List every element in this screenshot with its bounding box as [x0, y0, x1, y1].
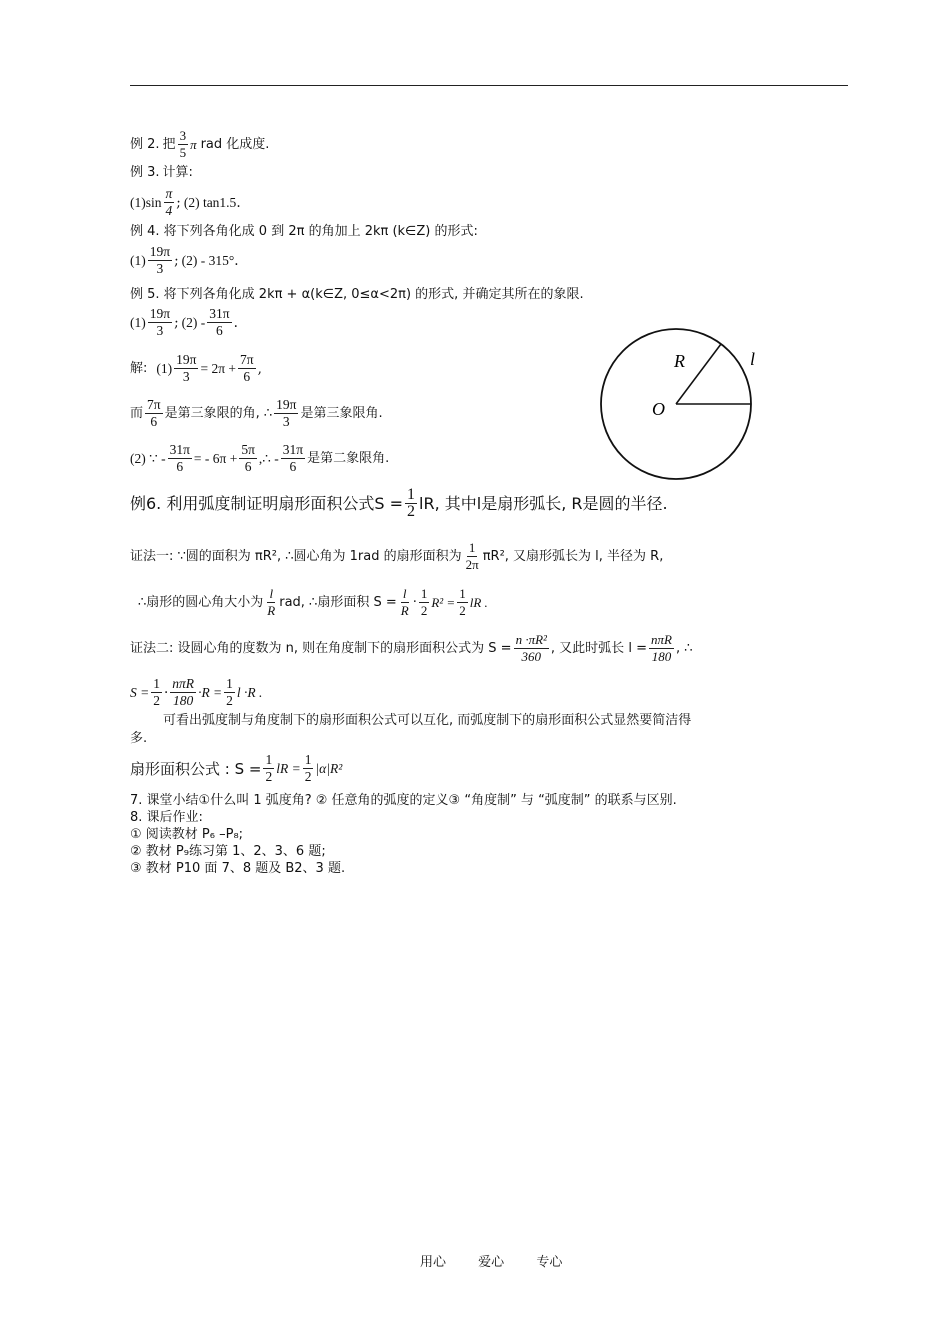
example-5: 例 5. 将下列各角化成 2kπ + α(k∈Z, 0≤α<2π) 的形式, 并确定其所在的象限. [130, 287, 584, 302]
example-4: 例 4. 将下列各角化成 0 到 2π 的角加上 2kπ (k∈Z) 的形式: [130, 224, 478, 239]
sector-area-formula: 扇形面积公式 : S = $\frac{1}{2}$ lR = $\frac{1}{2}$ |α|R² [130, 752, 343, 784]
proof-1-line-2: ∴扇形的圆心角大小为 $\frac{l}{R}$ rad, ∴扇形面积 S = $\frac{l}{R}$ · $\frac{1}{2}$ R² = $\frac{1}{2}$ lR . [138, 586, 488, 618]
homework-item: ① 阅读教材 P₆ –P₈; [130, 827, 244, 842]
remark-line-1: 可看出弧度制与角度制下的扇形面积公式可以互化, 而弧度制下的扇形面积公式显然要简洁得 [163, 713, 692, 728]
proof-2-line-2: S = $\frac{1}{2}$ · $\frac{\text{nπR}}{180}$ ·R = $\frac{1}{2}$ l ·R . [130, 676, 263, 708]
solution-line-1: 解: (1) $\frac{19\pi}{3}$ = 2π + $\frac{7\pi}{6}$ , [130, 352, 262, 384]
example-6: 例6. 利用弧度制证明扇形面积公式S = $\frac{1}{2}$ lR, 其中l是扇形弧长, R是圆的半径. [130, 486, 668, 520]
example-4-items: (1) $\frac{19\pi}{3}$ ; (2) - 315° . [130, 244, 239, 276]
label-l: l [750, 349, 756, 369]
sector-diagram [596, 328, 760, 486]
example-5-items: (1) $\frac{19\pi}{3}$ ; (2) - $\frac{31\pi}{6}$ . [130, 306, 238, 338]
example-3: 例 3. 计算: [130, 165, 193, 180]
remark-line-2: 多. [130, 731, 148, 746]
homework-title: 8. 课后作业: [130, 810, 203, 825]
homework-item: ② 教材 P₉练习第 1、2、3、6 题; [130, 844, 326, 859]
class-summary: 7. 课堂小结①什么叫 1 弧度角? ② 任意角的弧度的定义③ “角度制” 与 “弧度制” 的联系与区别. [130, 793, 677, 808]
example-3-items: (1)sin $\frac{\pi}{4}$ ; (2) tan1.5 . [130, 186, 241, 218]
page-footer: 用心 爱心 专心 [420, 1255, 563, 1270]
homework-item: ③ 教材 P10 面 7、8 题及 B2、3 题. [130, 861, 346, 876]
proof-2-line-1: 证法二: 设圆心角的度数为 n, 则在角度制下的扇形面积公式为 S = $\frac{\text{n ·πR²}}{360}$ , 又此时弧长 l = $\frac{\text{nπR}}{180}$ , ∴ [130, 632, 693, 664]
label-o: O [652, 399, 665, 419]
label-r: R [674, 351, 685, 371]
header-rule [130, 85, 848, 86]
solution-line-2: 而 $\frac{7\pi}{6}$ 是第三象限的角, ∴ $\frac{19\pi}{3}$ 是第三象限角. [130, 397, 383, 429]
solution-line-3: (2) ∵ - $\frac{31\pi}{6}$ = - 6π + $\frac{5\pi}{6}$ ,∴ - $\frac{31\pi}{6}$ 是第二象限角. [130, 442, 390, 474]
example-2: 例 2. 把 $\frac{3}{5}$ π rad 化成度. [130, 128, 270, 160]
fraction: $\frac{3}{5}$ [179, 128, 187, 160]
proof-1-line-1: 证法一: ∵圆的面积为 πR², ∴圆心角为 1rad 的扇形面积为 $\frac{1}{2\pi}$ πR², 又扇形弧长为 l, 半径为 R, [130, 540, 664, 572]
